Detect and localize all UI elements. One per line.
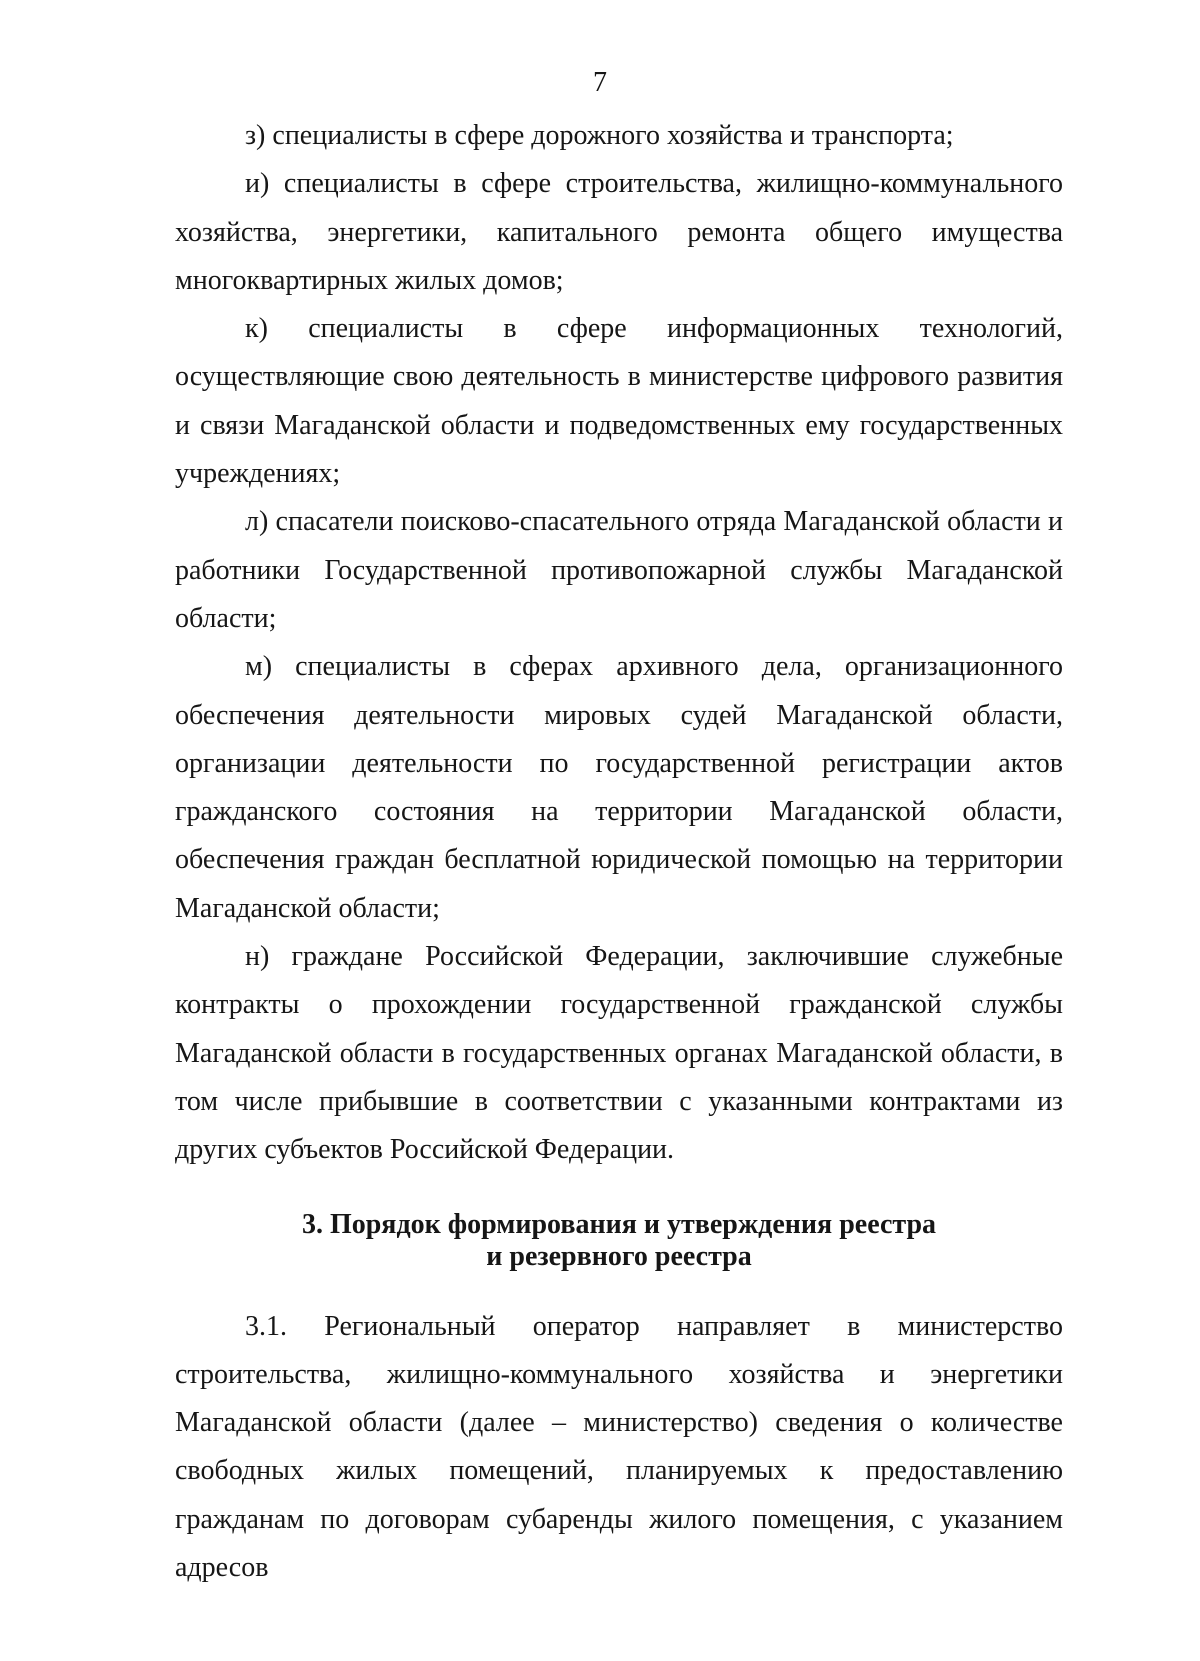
section-heading-line-2: и резервного реестра: [486, 1240, 752, 1272]
document-body: [175, 112, 1063, 1592]
list-item-z: з) специалисты в сфере дорожного хозяйства и транспорта;: [245, 120, 954, 151]
list-item-i: и) специалисты в сфере строительства, жилищно-коммунального хозяйства, энергетики, капитального ремонта общего имущества многоквартирных жилых домов;: [175, 168, 1063, 296]
list-item-n: н) граждане Российской Федерации, заключившие служебные контракты о прохождении государственной гражданской службы Магаданской области в государственных органах Магаданской области, в том числе прибывшие в соответствии с указанными контрактами из других субъектов Российской Федерации.: [175, 941, 1063, 1166]
section-paragraph-3-1: 3.1. Региональный оператор направляет в министерство строительства, жилищно-коммунального хозяйства и энергетики Магаданской области (далее – министерство) сведения о количестве свободных жилых помещений, планируемых к предоставлению гражданам по договорам субаренды жилого помещения, с указанием адресов: [175, 1310, 1063, 1584]
section-heading: [175, 1209, 1063, 1273]
list-item-m: м) специалисты в сферах архивного дела, организационного обеспечения деятельности мировых судей Магаданской области, организации деятельности по государственной регистрации актов гражданского состояния на территории Магаданской области, обеспечения граждан бесплатной юридической помощью на территории Магаданской области;: [175, 651, 1063, 924]
list-item-l: л) спасатели поисково-спасательного отряда Магаданской области и работники Государственной противопожарной службы Магаданской области;: [175, 506, 1063, 634]
page-number: 7: [593, 67, 607, 98]
list-item-k: к) специалисты в сфере информационных технологий, осуществляющие свою деятельность в министерстве цифрового развития и связи Магаданской области и подведомственных ему государственных учреждениях;: [175, 313, 1063, 490]
section-heading-line-1: 3. Порядок формирования и утверждения реестра: [301, 1208, 937, 1240]
